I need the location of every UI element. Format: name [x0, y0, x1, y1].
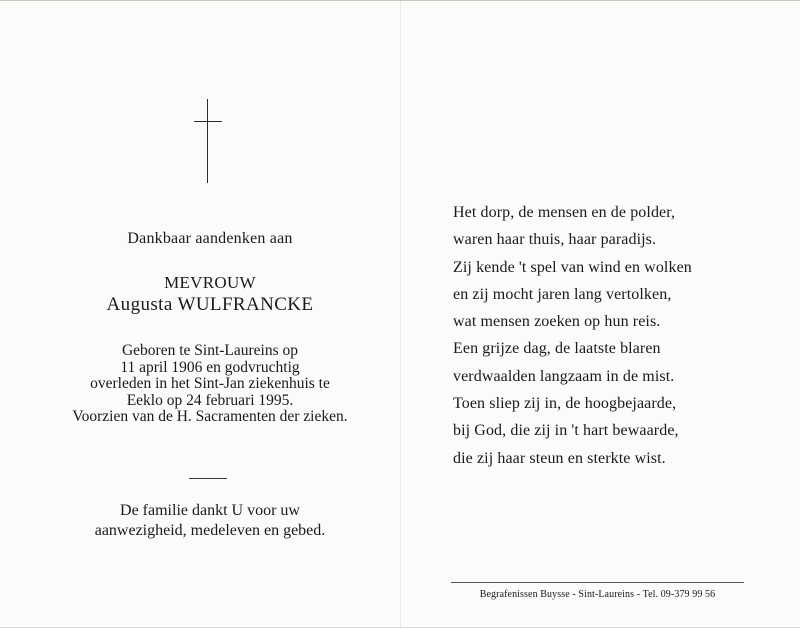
thanks-line: De familie dankt U voor uw [120, 502, 300, 519]
poem-line: wat mensen zoeken op hun reis. [453, 313, 661, 331]
deceased-name: Augusta WULFRANCKE [106, 294, 314, 315]
poem-line: Zij kende 't spel van wind en wolken [453, 258, 692, 276]
poem-line: waren haar thuis, haar paradijs. [453, 231, 657, 249]
poem-line: en zij mocht jaren lang vertolken, [453, 285, 672, 303]
intro-text: Dankbaar aandenken aan [127, 230, 293, 247]
details-line: Voorzien van de H. Sacramenten der zieken. [72, 408, 348, 425]
poem-line: die zij haar steun en sterkte wist. [453, 449, 666, 467]
details-line: Geboren te Sint-Laureins op [121, 342, 299, 359]
poem [453, 199, 692, 472]
details-line: 11 april 1906 en godvruchtig [120, 358, 300, 376]
poem-line: Toen sliep zij in, de hoogbejaarde, [453, 395, 677, 413]
latin-cross-icon [194, 99, 222, 183]
cross-horizontal-bar [194, 121, 222, 122]
separator-rule [189, 478, 227, 479]
thanks-line: aanwezigheid, medeleven en gebed. [94, 521, 326, 539]
details-line: Eeklo op 24 februari 1995. [126, 391, 294, 409]
details-line: overleden in het Sint-Jan ziekenhuis te [90, 375, 330, 392]
funeral-home-footer: Begrafenissen Buysse - Sint-Laureins - Tel. 09-379 99 56 [479, 589, 716, 600]
right-panel [401, 1, 800, 629]
footer-rule [451, 582, 744, 583]
poem-line: Een grijze dag, de laatste blaren [453, 340, 661, 358]
honorific-title: MEVROUW [164, 273, 256, 292]
life-details [0, 343, 420, 426]
family-thanks [0, 501, 420, 540]
left-panel [0, 1, 400, 629]
poem-line: bij God, die zij in 't hart bewaarde, [453, 422, 679, 440]
poem-line: verdwaalden langzaam in de mist. [453, 367, 675, 385]
poem-line: Het dorp, de mensen en de polder, [453, 204, 676, 221]
cross-vertical-bar [207, 99, 208, 183]
